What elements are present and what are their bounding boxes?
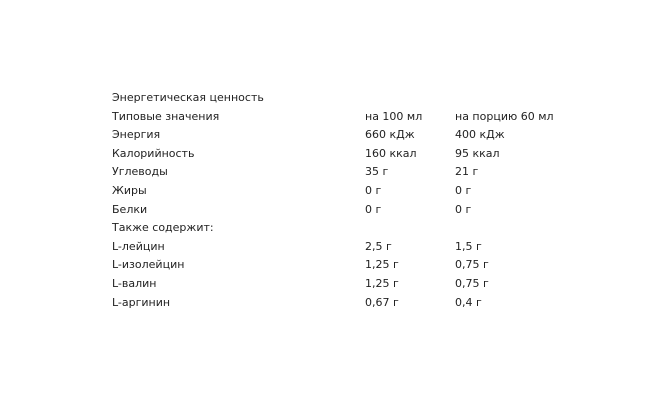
value-per-portion: 0 г — [455, 183, 472, 197]
table-row — [112, 201, 555, 220]
also-contains-row — [112, 219, 555, 238]
nutrient-name: Белки — [112, 202, 148, 216]
nutrient-name: L-аргинин — [112, 295, 171, 309]
value-per-portion: 1,5 г — [455, 239, 482, 253]
value-per-100: 1,25 г — [365, 276, 399, 290]
value-per-100: 2,5 г — [365, 239, 392, 253]
value-per-100: 660 кДж — [365, 128, 415, 142]
column-header-row — [112, 108, 555, 127]
table-row — [112, 182, 555, 201]
table-row — [112, 294, 555, 313]
table-row — [112, 275, 555, 294]
nutrient-name: Углеводы — [112, 165, 168, 179]
nutrient-name: L-валин — [112, 276, 157, 290]
column-header-per-100: на 100 мл — [365, 109, 423, 123]
nutrient-name: L-лейцин — [112, 239, 165, 253]
nutrition-table — [112, 89, 555, 312]
value-per-portion: 21 г — [455, 165, 479, 179]
value-per-100: 0,67 г — [365, 295, 399, 309]
table-row — [112, 126, 555, 145]
table-heading: Энергетическая ценность — [112, 91, 264, 104]
nutrient-name: Жиры — [112, 183, 147, 197]
nutrient-name: Энергия — [112, 128, 161, 142]
table-heading-row — [112, 89, 555, 108]
value-per-100: 0 г — [365, 202, 382, 216]
table-row — [112, 238, 555, 257]
column-header-name: Типовые значения — [112, 109, 220, 123]
value-per-100: 160 ккал — [365, 146, 417, 160]
table-row — [112, 256, 555, 275]
table-row — [112, 163, 555, 182]
column-header-per-portion: на порцию 60 мл — [455, 109, 554, 123]
value-per-100: 0 г — [365, 183, 382, 197]
table-row — [112, 145, 555, 164]
value-per-portion: 0 г — [455, 202, 472, 216]
value-per-100: 35 г — [365, 165, 389, 179]
nutrient-name: Калорийность — [112, 146, 195, 160]
value-per-portion: 95 ккал — [455, 146, 500, 160]
nutrient-name: L-изолейцин — [112, 258, 185, 272]
value-per-portion: 400 кДж — [455, 128, 505, 142]
value-per-portion: 0,75 г — [455, 276, 489, 290]
value-per-100: 1,25 г — [365, 258, 399, 272]
also-contains-label: Также содержит: — [112, 221, 214, 235]
value-per-portion: 0,4 г — [455, 295, 482, 309]
value-per-portion: 0,75 г — [455, 258, 489, 272]
